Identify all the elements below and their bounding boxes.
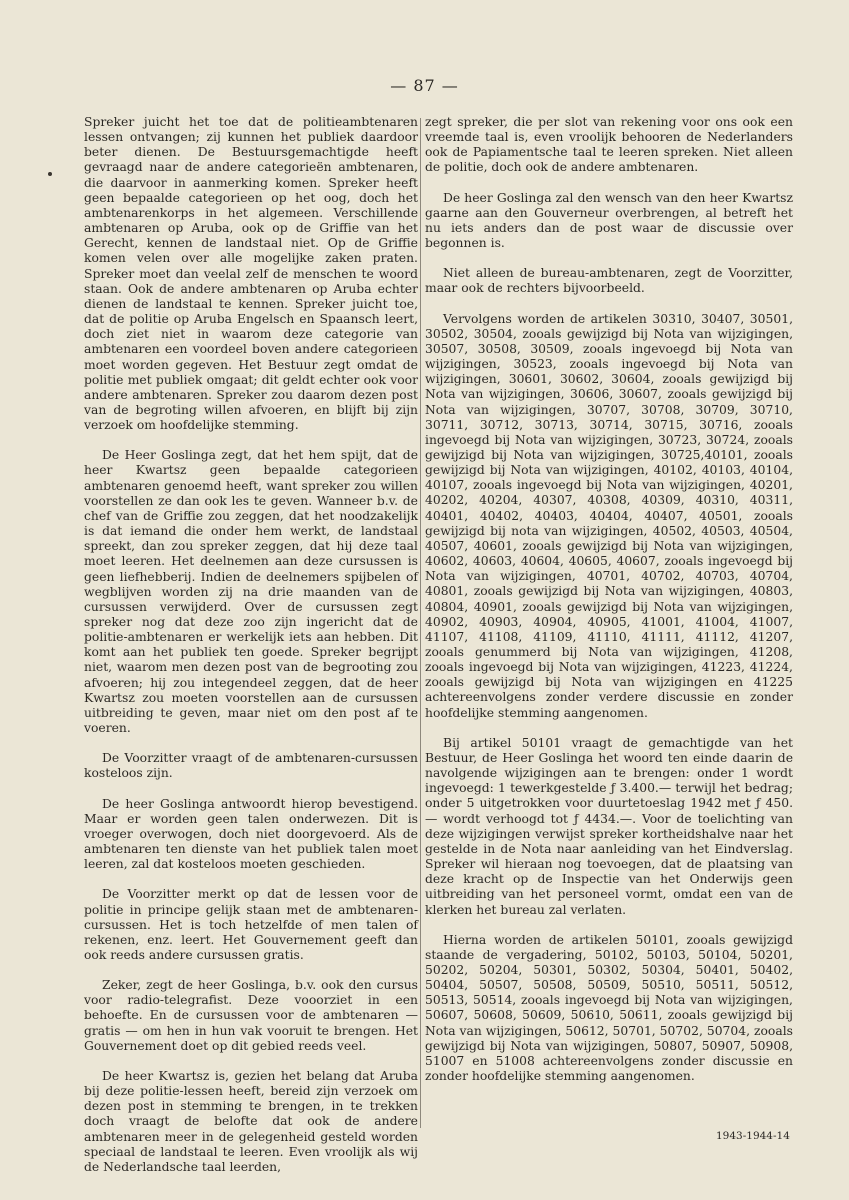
margin-dot xyxy=(48,172,52,176)
column-divider xyxy=(420,118,421,1128)
paragraph: De heer Goslinga zal den wensch van den heer Kwartsz gaarne aan den Gouverneur overbrengen, al betreft het nu iets anders dan de post waar de discussie over begonnen is. xyxy=(425,190,793,251)
paragraph: De heer Goslinga antwoordt hierop bevestigend. Maar er worden geen talen onderwezen. Dit is vroeger overwogen, doch niet doorgevoerd. Als de ambtenaren ten dienste van het publiek talen moet leeren, zal dat kosteloos moeten geschieden. xyxy=(84,796,418,872)
paragraph: De Heer Goslinga zegt, dat het hem spijt, dat de heer Kwartsz geen bepaalde categorieen ambtenaren genoemd heeft, want spreker zou willen voorstellen ze dan ook les te geven. Wanneer b.v. de chef van de Griffie zou zeggen, dat het noodzakelijk is dat iemand die onder hem werkt, de landstaal spreekt, dan zou spreker zeggen, dat hij deze taal moet leeren. Het deelnemen aan deze cursussen is geen liefhebberij. Indien de deelnemers spijbelen of wegblijven worden zij na drie maanden van de cursussen verwijderd. Over de cursussen zegt spreker nog dat deze zoo zijn ingericht dat de politie-ambtenaren er werkelijk iets aan hebben. Dit komt aan het publiek ten goede. Spreker begrijpt niet, waarom men dezen post van de begrooting zou afvoeren; hij zou integendeel zeggen, dat de heer Kwartsz zou moeten voorstellen aan de cursussen uitbreiding te geven, maar niet om den post af te voeren. xyxy=(84,448,418,736)
footer-code: 1943-1944-14 xyxy=(716,1130,790,1142)
paragraph: De heer Kwartsz is, gezien het belang dat Aruba bij deze politie-lessen heeft, bereid zijn verzoek om dezen post in stemming te brengen, in te trekken doch vraagt de belofte dat ook de andere ambtenaren meer in de gelegenheid gesteld worden speciaal de landstaal te leeren. Even vroolijk als wij de Nederlandsche taal leerden, xyxy=(84,1068,418,1174)
paragraph: Niet alleen de bureau-ambtenaren, zegt de Voorzitter, maar ook de rechters bijvoorbeeld. xyxy=(425,266,793,296)
right-column xyxy=(425,115,793,1099)
paragraph: zegt spreker, die per slot van rekening voor ons ook een vreemde taal is, even vroolijk behooren de Nederlanders ook de Papiamentsche taal te leeren spreken. Niet alleen de politie, doch ook de andere ambtenaren. xyxy=(425,115,793,175)
left-column xyxy=(84,115,418,1190)
paragraph: Bij artikel 50101 vraagt de gemachtigde van het Bestuur, de Heer Goslinga het woord ten einde daarin de navolgende wijzigingen aan te brengen: onder 1 wordt ingevoegd: 1 tewerkgestelde ƒ 3.400.— terwijl het bedrag; onder 5 uitgetrokken voor duurtetoeslag 1942 met ƒ 450.— wordt verhoogd tot ƒ 4434.—. Voor de toelichting van deze wijzigingen verwijst spreker kortheidshalve naar het gestelde in de Nota naar aanleiding van het Eindverslag. Spreker wil hieraan nog toevoegen, dat de plaatsing van deze kracht op de Inspectie van het Onderwijs geen uitbreiding van het personeel vormt, omdat een van de klerken het bureau zal verlaten. xyxy=(425,735,793,917)
paragraph: Hierna worden de artikelen 50101, zooals gewijzigd staande de vergadering, 50102, 50103, 50104, 50201, 50202, 50204, 50301, 50302, 50304, 50401, 50402, 50404, 50507, 50508, 50509, 50510, 50511, 50512, 50513, 50514, zooals ingevoegd bij Nota van wijzigingen, 50607, 50608, 50609, 50610, 50611, zooals gewijzigd bij Nota van wijzigingen, 50612, 50701, 50702, 50704, zooals gewijzigd bij Nota van wijzigingen, 50807, 50907, 50908, 51007 en 51008 achtereenvolgens zonder discussie en zonder hoofdelijke stemming aangenomen. xyxy=(425,932,793,1084)
paragraph: De Voorzitter merkt op dat de lessen voor de politie in principe gelijk staan met de ambtenaren-cursussen. Het is toch hetzelfde of men talen of rekenen, enz. leert. Het Gouvernement geeft dan ook reeds andere cursussen gratis. xyxy=(84,887,418,962)
paragraph: De Voorzitter vraagt of de ambtenaren-cursussen kosteloos zijn. xyxy=(84,751,418,781)
paragraph: Vervolgens worden de artikelen 30310, 30407, 30501, 30502, 30504, zooals gewijzigd bij Nota van wijzigingen, 30507, 30508, 30509, zooals ingevoegd bij Nota van wijzigingen, 30523, zooals ingevoegd bij Nota van wijzigingen, 30601, 30602, 30604, zooals gewijzigd bij Nota van wijzigingen, 30606, 30607, zooals gewijzigd bij Nota van wijzigingen, 30707, 30708, 30709, 30710, 30711, 30712, 30713, 30714, 30715, 30716, zooals ingevoegd bij Nota van wijzigingen, 30723, 30724, zooals gewijzigd bij Nota van wijzigingen, 30725,40101, zooals gewijzigd bij Nota van wijzigingen, 40102, 40103, 40104, 40107, zooals ingevoegd bij Nota van wijzigingen, 40201, 40202, 40204, 40307, 40308, 40309, 40310, 40311, 40401, 40402, 40403, 40404, 40407, 40501, zooals gewijzigd bij nota van wijzigingen, 40502, 40503, 40504, 40507, 40601, zooals gewijzigd bij Nota van wijzigingen, 40602, 40603, 40604, 40605, 40607, zooals ingevoegd bij Nota van wijzigingen, 40701, 40702, 40703, 40704, 40801, zooals gewijzigd bij Nota van wijzigingen, 40803, 40804, 40901, zooals gewijzigd bij Nota van wijzigingen, 40902, 40903, 40904, 40905, 41001, 41004, 41007, 41107, 41108, 41109, 41110, 41111, 41112, 41207, zooals genummerd bij Nota van wijzigingen, 41208, zooals ingevoegd bij Nota van wijzigingen, 41223, 41224, zooals gewijzigd bij Nota van wijzigingen en 41225 achtereenvolgens zonder verdere discussie en zonder hoofdelijke stemming aangenomen. xyxy=(425,311,793,720)
paragraph: Spreker juicht het toe dat de politieambtenaren lessen ontvangen; zij kunnen het publiek daardoor beter dienen. De Bestuursgemachtigde heeft gevraagd naar de andere categorieën ambtenaren, die daarvoor in aanmerking komen. Spreker heeft geen bepaalde categorieen op het oog, doch het ambtenarenkorps in het algemeen. Verschillende ambtenaren op Aruba, ook op de Griffie van het Gerecht, kennen de landstaal niet. Op de Griffie komen velen over alle mogelijke zaken praten. Spreker moet dan veelal zelf de menschen te woord staan. Ook de andere ambtenaren op Aruba echter dienen de landstaal te kennen. Spreker juicht toe, dat de politie op Aruba Engelsch en Spaansch leert, doch ziet niet in waarom deze categorie van ambtenaren een voordeel boven andere categorieen moet worden gegeven. Het Bestuur zegt omdat de politie met publiek omgaat; dit geldt echter ook voor andere ambtenaren. Spreker zou daarom dezen post van de begroting willen afvoeren, en blijft bij zijn verzoek om hoofdelijke stemming. xyxy=(84,115,418,433)
page-number: — 87 — xyxy=(390,76,459,95)
paragraph: Zeker, zegt de heer Goslinga, b.v. ook den cursus voor radio-telegrafist. Deze vooorziet in een behoefte. En de cursussen voor de ambtenaren — gratis — om hen in hun vak vooruit te brengen. Het Gouvernement doet op dit gebied reeds veel. xyxy=(84,978,418,1053)
